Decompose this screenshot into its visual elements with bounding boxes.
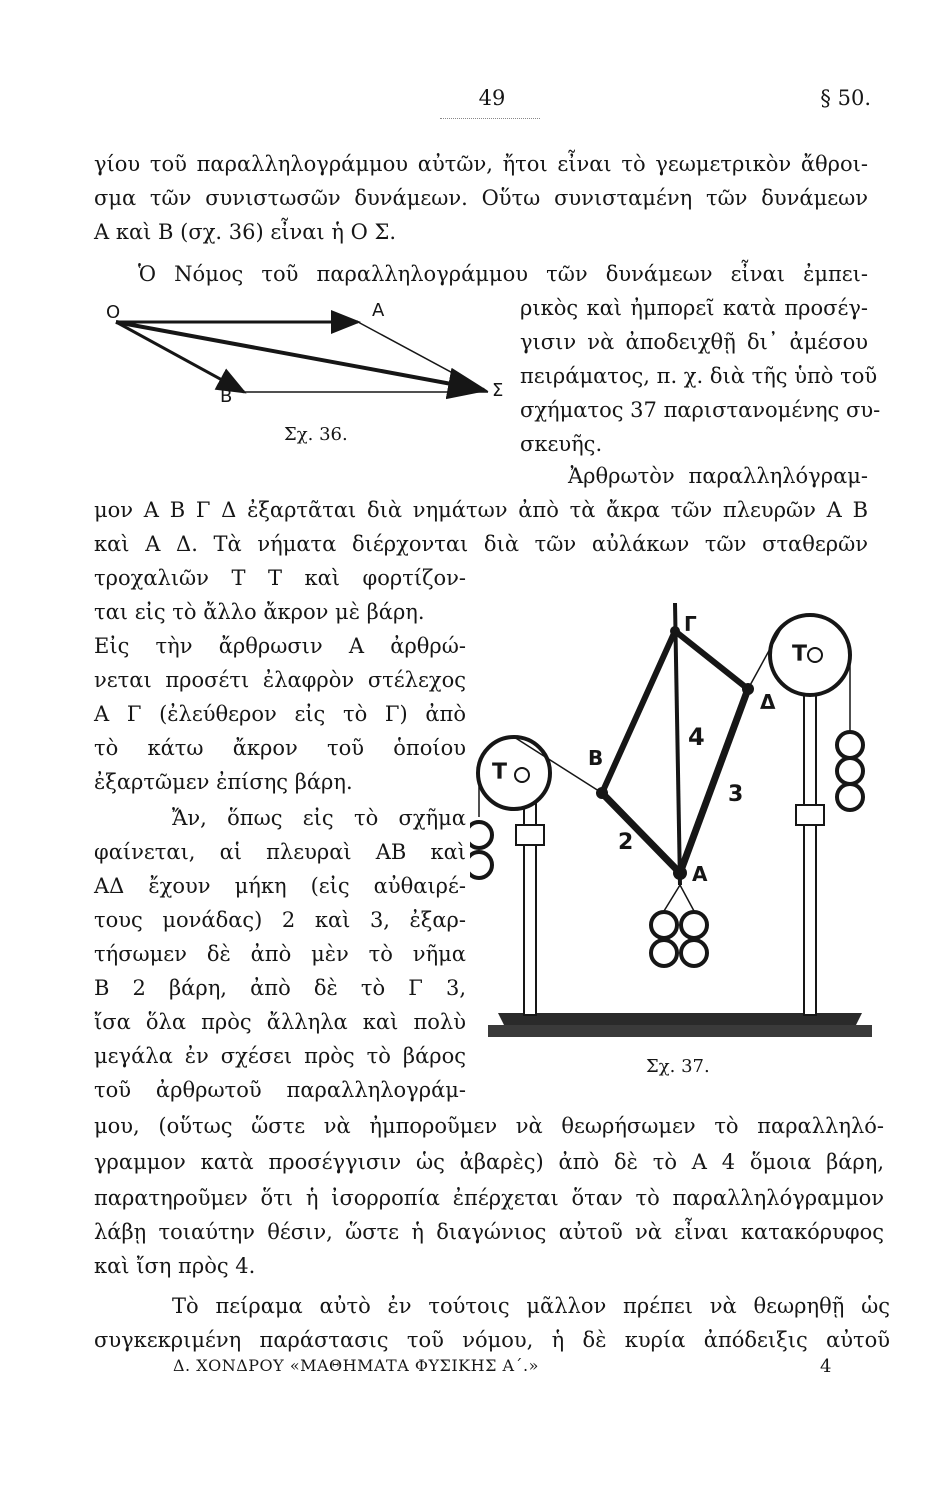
text-line: σμα τῶν συνιστωσῶν δυνάμεων. Οὕτω συνισταμένη τῶν δυνάμεων: [94, 186, 868, 210]
text-line: τους μονάδας) 2 καὶ 3, ἐξαρ-: [94, 908, 466, 932]
text-line: σχήματος 37 παριστανομένης συ-: [520, 398, 881, 422]
text-line: γισιν νὰ ἀποδειχθῇ δι᾿ ἀμέσου: [520, 330, 868, 354]
rod-ab: [602, 793, 680, 873]
text-line: τήσωμεν δὲ ἀπὸ μὲν τὸ νῆμα: [94, 942, 466, 966]
text-line: ρικὸς καὶ ἠμπορεῖ κατὰ προσέγ-: [520, 296, 868, 320]
label-d: Δ: [760, 690, 776, 714]
text-line: μου, (οὕτως ὥστε νὰ ἠμποροῦμεν νὰ θεωρήσωμεν τὸ παραλληλό-: [94, 1114, 884, 1138]
label-s: Σ: [492, 380, 504, 401]
left-pulley: [478, 737, 550, 809]
label-b: Β: [220, 386, 233, 407]
parallelogram-side-as: [358, 322, 488, 392]
label-a: Α: [692, 862, 708, 886]
weight: [651, 912, 677, 938]
signature-mark: 4: [820, 1356, 832, 1377]
text-line: Β 2 βάρη, ἀπὸ δὲ τὸ Γ 3,: [94, 976, 466, 1000]
right-post: [804, 685, 816, 1015]
weight: [837, 758, 863, 784]
text-line: καὶ ἴση πρὸς 4.: [94, 1254, 256, 1278]
figure-37-caption: Σχ. 37.: [646, 1056, 710, 1077]
diagonal-rod-ag: [675, 603, 680, 885]
rod-ad: [680, 689, 748, 873]
text-line: πειράματος, π. χ. διὰ τῆς ὑπὸ τοῦ: [520, 364, 878, 388]
rod-bg: [602, 631, 675, 793]
text-line: Α καὶ Β (σχ. 36) εἶναι ἡ Ο Σ.: [94, 220, 396, 244]
label-a: Α: [372, 300, 385, 321]
page-number-rule: [440, 118, 540, 119]
weight: [651, 940, 677, 966]
joint-a: [673, 866, 687, 880]
text-line: τοῦ ἀρθρωτοῦ παραλληλογράμ-: [94, 1078, 466, 1102]
joint-d: [742, 683, 754, 695]
apparatus-base-plinth: [488, 1025, 872, 1037]
rod-gd: [675, 631, 748, 689]
text-line: Α Γ (ἐλεύθερον εἰς τὸ Γ) ἀπὸ: [94, 702, 466, 726]
page-number: 49: [478, 86, 506, 110]
weight: [837, 784, 863, 810]
weight: [470, 822, 492, 848]
text-line: ἴσα ὅλα πρὸς ἄλληλα καὶ πολὺ: [94, 1010, 466, 1034]
figure-36-caption: Σχ. 36.: [284, 424, 348, 445]
label-b: Β: [588, 746, 604, 770]
text-line: μεγάλα ἐν σχέσει πρὸς τὸ βάρος: [94, 1044, 466, 1068]
text-line: Ἄν, ὅπως εἰς τὸ σχῆμα: [172, 806, 466, 830]
text-line: νεται προσέτι ἐλαφρὸν στέλεχος: [94, 668, 466, 692]
text-line: παρατηροῦμεν ὅτι ἡ ἰσορροπία ἐπέρχεται ὅταν τὸ παραλληλόγραμμον: [94, 1186, 884, 1210]
right-post-clamp: [796, 805, 824, 825]
weight: [681, 912, 707, 938]
text-line: τροχαλιῶν Τ Τ καὶ φορτίζον-: [94, 566, 466, 590]
figure-37-articulated-parallelogram-apparatus: [470, 585, 890, 1055]
weight: [681, 940, 707, 966]
text-line: Ὁ Νόμος τοῦ παραλληλογράμμου τῶν δυνάμεων εἶναι ἐμπει-: [138, 262, 868, 286]
text-line: Ἀρθρωτὸν παραλληλόγραμ-: [568, 464, 868, 488]
section-marker: § 50.: [820, 86, 871, 110]
text-line: φαίνεται, αἱ πλευραὶ ΑΒ καὶ: [94, 840, 466, 864]
label-4: 4: [688, 723, 705, 751]
footer-title: Δ. ΧΟΝΔΡΟΥ «ΜΑΘΗΜΑΤΑ ΦΥΣΙΚΗΣ Α΄.»: [173, 1356, 539, 1375]
label-t-left: Τ: [492, 760, 508, 785]
text-line: ΑΔ ἔχουν μήκη (εἰς αὐθαιρέ-: [94, 874, 466, 898]
text-line: γραμμον κατὰ προσέγγισιν ὡς ἀβαρὲς) ἀπὸ δὲ τὸ Α 4 ὅμοια βάρη,: [94, 1150, 884, 1174]
resultant-vector-os: [116, 322, 484, 390]
text-line: καὶ Α Δ. Τὰ νήματα διέρχονται διὰ τῶν αὐλάκων τῶν σταθερῶν: [94, 532, 868, 556]
left-pulley-hub: [515, 768, 529, 782]
text-line: συγκεκριμένη παράστασις τοῦ νόμου, ἡ δὲ κυρία ἀπόδειξις αὐτοῦ: [94, 1328, 890, 1352]
label-t-right: Τ: [792, 642, 808, 667]
text-line: λάβῃ τοιαύτην θέσιν, ὥστε ἡ διαγώνιος αὐτοῦ νὰ εἶναι κατακόρυφος: [94, 1220, 884, 1244]
joint-g: [670, 626, 680, 636]
label-o: Ο: [106, 302, 121, 323]
text-line: γίου τοῦ παραλληλογράμμου αὐτῶν, ἤτοι εἶναι τὸ γεωμετρικὸν ἄθροι-: [94, 152, 868, 176]
text-line: σκευῆς.: [520, 432, 603, 456]
left-post-clamp: [516, 825, 544, 845]
label-g: Γ: [684, 612, 697, 636]
a-string-right: [680, 885, 694, 911]
weight: [837, 732, 863, 758]
text-line: ται εἰς τὸ ἄλλο ἄκρον μὲ βάρη.: [94, 600, 425, 624]
a-string-left: [664, 885, 680, 911]
text-line: τὸ κάτω ἄκρον τοῦ ὁποίου: [94, 736, 466, 760]
label-3: 3: [728, 782, 744, 807]
text-line: Τὸ πείραμα αὐτὸ ἐν τούτοις μᾶλλον πρέπει νὰ θεωρηθῇ ὡς: [172, 1294, 890, 1318]
right-pulley-hub: [808, 648, 822, 662]
label-2: 2: [618, 830, 634, 855]
text-line: Εἰς τὴν ἄρθρωσιν Α ἀρθρώ-: [94, 634, 466, 658]
weight: [470, 852, 492, 878]
text-line: ἐξαρτῶμεν ἐπίσης βάρη.: [94, 770, 353, 794]
figure-36-force-parallelogram: [96, 292, 506, 417]
text-line: μον Α Β Γ Δ ἐξαρτᾶται διὰ νημάτων ἀπὸ τὰ ἄκρα τῶν πλευρῶν Α Β: [94, 498, 868, 522]
joint-b: [596, 787, 608, 799]
